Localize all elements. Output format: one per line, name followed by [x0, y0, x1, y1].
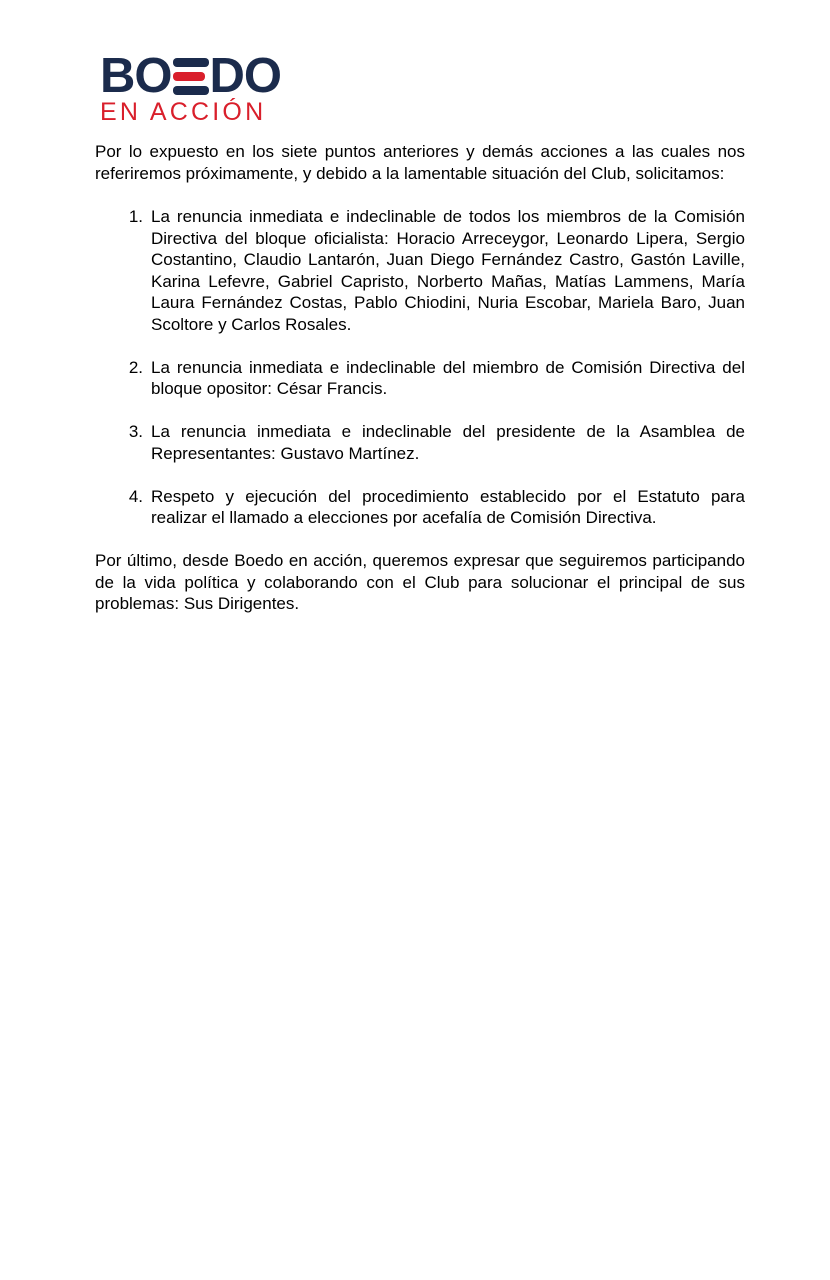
logo-subtitle: EN ACCIÓN — [100, 98, 267, 126]
list-item-text: La renuncia inmediata e indeclinable del miembro de Comisión Directiva del bloque opositor: César Francis. — [151, 357, 745, 398]
list-item-number: 2. — [128, 357, 143, 377]
logo-e-stripes-icon — [173, 57, 209, 95]
list-item-number: 1. — [128, 207, 143, 226]
list-item-number: 3. — [128, 422, 143, 441]
requests-list — [95, 206, 745, 529]
intro-paragraph: Por lo expuesto en los siete puntos anteriores y demás acciones a las cuales nos referiremos próximamente, y debido a la lamentable situación del Club, solicitamos: — [95, 142, 745, 183]
logo-text-left: BO — [100, 49, 172, 103]
document-body — [95, 141, 745, 637]
list-item — [95, 486, 745, 529]
logo-wordmark — [100, 49, 310, 103]
list-item — [95, 357, 745, 400]
list-item-number: 4. — [128, 486, 143, 506]
list-item-text: La renuncia inmediata e indeclinable de todos los miembros de la Comisión Directiva del bloque oficialista: Horacio Arreceygor, Leonardo Lipera, Sergio Costantino, Claudio Lantarón, Juan Diego Fernández Castro, Gastón Laville, Karina Lefevre, Gabriel Capristo, Norberto Mañas, Matías Lammens, María Laura Fernández Costas, Pablo Chiodini, Nuria Escobar, Mariela Baro, Juan Scoltore y Carlos Rosales. — [151, 207, 745, 334]
list-item — [95, 421, 745, 464]
logo-text-right: DO — [209, 49, 281, 103]
list-item — [95, 206, 745, 335]
boedo-en-accion-logo — [100, 49, 310, 126]
list-item-text: Respeto y ejecución del procedimiento establecido por el Estatuto para realizar el llamado a elecciones por acefalía de Comisión Directiva. — [151, 486, 745, 527]
list-item-text: La renuncia inmediata e indeclinable del presidente de la Asamblea de Representantes: Gustavo Martínez. — [151, 422, 745, 463]
closing-paragraph: Por último, desde Boedo en acción, queremos expresar que seguiremos participando de la vida política y colaborando con el Club para solucionar el principal de sus problemas: Sus Dirigentes. — [95, 551, 745, 613]
